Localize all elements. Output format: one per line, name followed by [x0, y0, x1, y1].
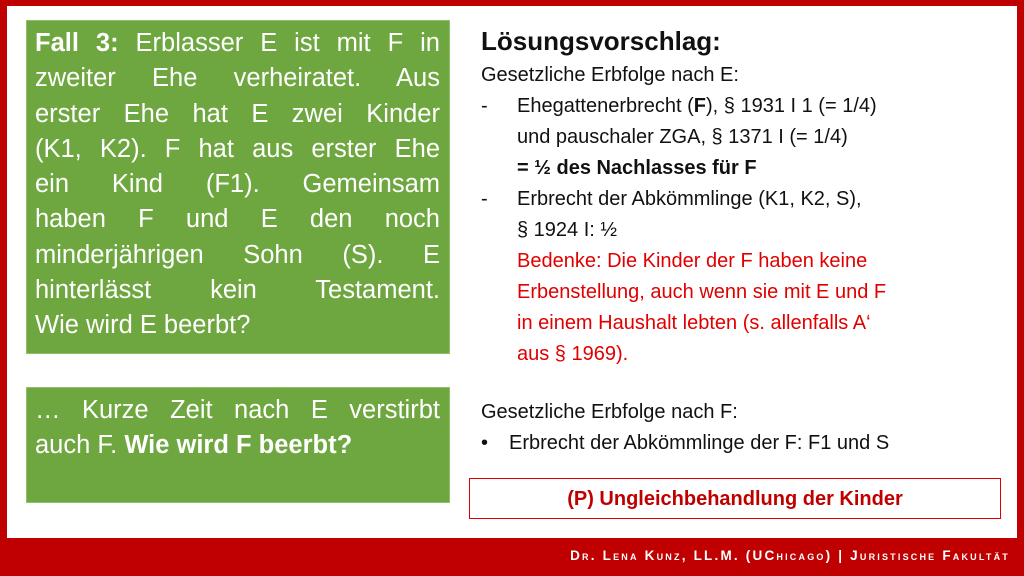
- note-line: Bedenke: Die Kinder der F haben keine: [517, 250, 868, 272]
- followup-box: [26, 387, 450, 503]
- section-e-heading: Gesetzliche Erbfolge nach E:: [481, 64, 739, 86]
- case-line: erster Ehe hat E zwei Kinder: [35, 99, 440, 128]
- solution-panel: [481, 22, 1001, 459]
- note-line: Erbenstellung, auch wenn sie mit E und F: [517, 281, 887, 303]
- dash-marker: -: [481, 188, 488, 210]
- case-line: hinterlässt kein Testament.: [35, 276, 440, 305]
- list-item-continuation: § 1924 I: ½: [517, 219, 618, 241]
- spacer: [481, 370, 1001, 397]
- followup-line: auch F. Wie wird F beerbt?: [35, 431, 353, 460]
- note-line: aus § 1969).: [517, 343, 629, 365]
- case-line: zweiter Ehe verheiratet. Aus: [35, 64, 440, 93]
- list-item: • Erbrecht der Abkömmlinge der F: F1 und S: [481, 428, 1001, 459]
- case-line: minderjährigen Sohn (S). E: [35, 240, 440, 269]
- case-line: Fall 3: Erblasser E ist mit F in: [35, 29, 440, 57]
- followup-line: … Kurze Zeit nach E verstirbt: [35, 396, 440, 424]
- problem-callout: (P) Ungleichbehandlung der Kinder: [469, 478, 1001, 519]
- list-item: - Erbrecht der Abkömmlinge (K1, K2, S),: [481, 184, 1001, 215]
- solution-title: Lösungsvorschlag:: [481, 26, 721, 56]
- list-item: - Ehegattenerbrecht (F), § 1931 I 1 (= 1/4): [481, 91, 1001, 122]
- dash-marker: -: [481, 95, 488, 117]
- list-item-continuation: und pauschaler ZGA, § 1371 I (= 1/4): [517, 126, 848, 148]
- followup-question: Wie wird F beerbt?: [124, 431, 353, 460]
- case-line: ein Kind (F1). Gemeinsam: [35, 170, 440, 199]
- note-line: in einem Haushalt lebten (s. allenfalls A‘: [517, 312, 871, 334]
- spouse-share-result: = ½ des Nachlasses für F: [517, 157, 757, 179]
- case-box: [26, 20, 450, 354]
- case-question: Wie wird E beerbt?: [35, 311, 251, 340]
- section-f-heading: Gesetzliche Erbfolge nach F:: [481, 401, 738, 423]
- case-line: haben F und E den noch: [35, 205, 440, 234]
- footer-author: Dr. Lena Kunz, LL.M. (UChicago) | Juristische Fakultät: [570, 548, 1010, 563]
- case-label: Fall 3:: [35, 29, 119, 57]
- case-line: (K1, K2). F hat aus erster Ehe: [35, 134, 440, 163]
- bullet-marker: •: [481, 432, 489, 454]
